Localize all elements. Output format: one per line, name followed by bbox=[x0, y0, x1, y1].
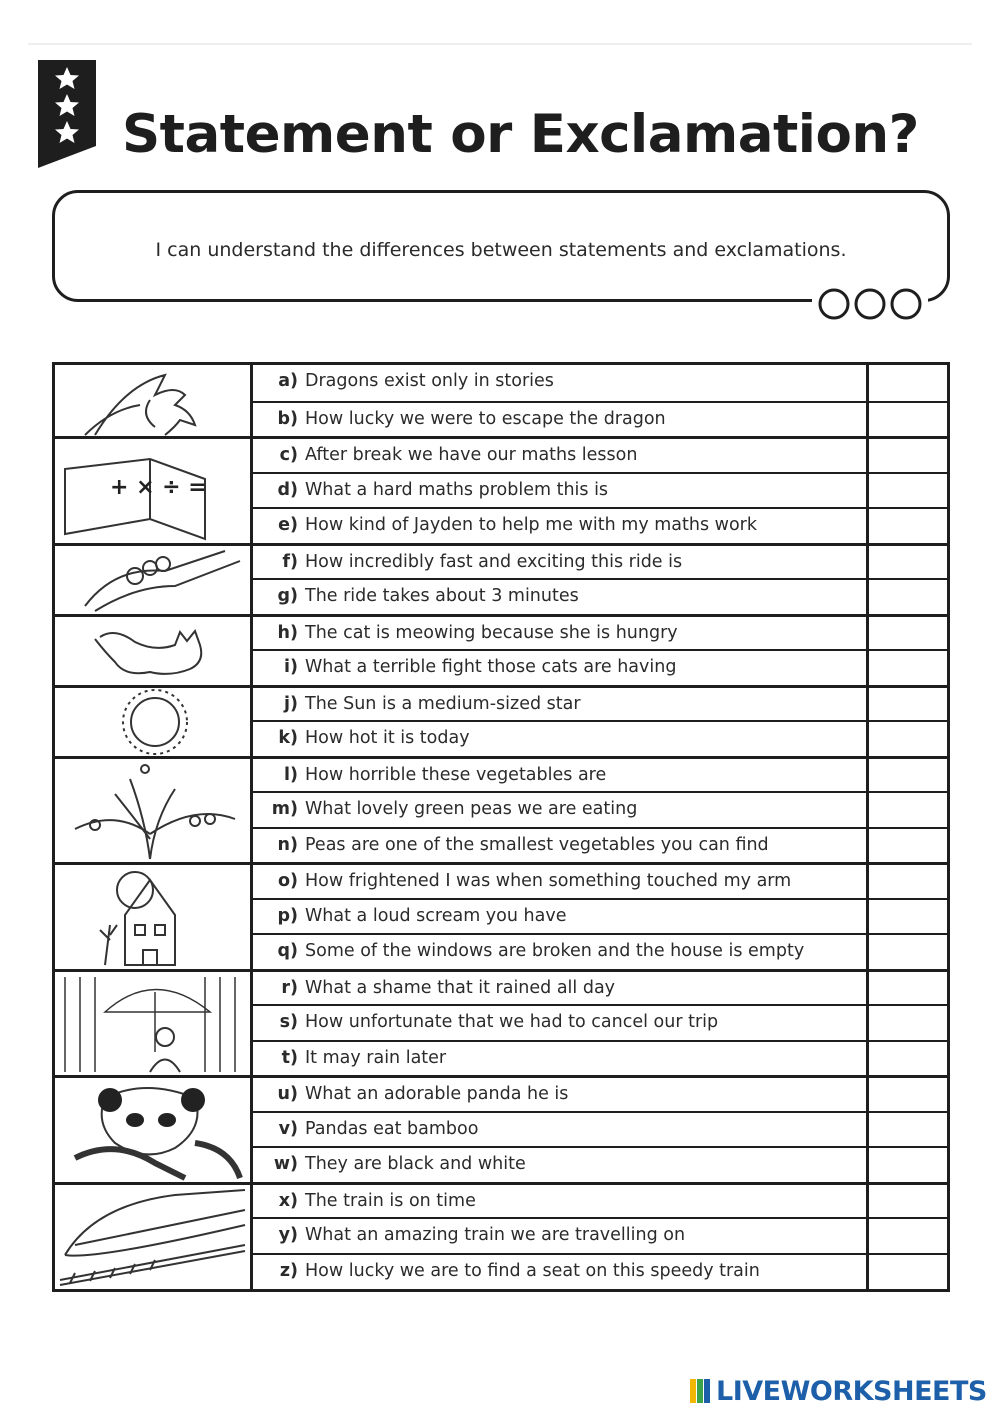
sun-illustration-icon bbox=[55, 688, 250, 759]
sentence-text: The Sun is a medium-sized star bbox=[305, 693, 581, 714]
sentence bbox=[256, 586, 856, 606]
sentence-row bbox=[252, 969, 947, 1008]
sentence-row bbox=[252, 933, 947, 971]
sentence-letter: s) bbox=[279, 1012, 298, 1032]
sentence-letter: q) bbox=[277, 941, 298, 961]
sentence-row bbox=[252, 578, 947, 616]
sentence-letter: a) bbox=[278, 371, 298, 391]
answer-box[interactable] bbox=[868, 580, 948, 616]
sentence-text: What a shame that it rained all day bbox=[305, 977, 616, 998]
sentence-text: The ride takes about 3 minutes bbox=[305, 586, 579, 606]
sentence-row bbox=[252, 685, 947, 724]
sentence-text: How lucky we are to find a seat on this speedy train bbox=[305, 1260, 760, 1281]
answer-box[interactable] bbox=[868, 1006, 948, 1042]
sentence-row bbox=[252, 756, 947, 795]
answer-box[interactable] bbox=[868, 509, 948, 545]
picture-cell bbox=[55, 1075, 252, 1185]
picture-cell bbox=[55, 862, 252, 972]
three-circles-decoration-icon bbox=[812, 286, 928, 322]
picture-cell bbox=[55, 756, 252, 866]
sentence-letter: d) bbox=[277, 479, 298, 500]
answer-box[interactable] bbox=[868, 1255, 948, 1291]
sentence bbox=[256, 1048, 856, 1068]
sentence-row bbox=[252, 862, 947, 901]
picture-cell bbox=[55, 1182, 252, 1292]
sentence-letter: v) bbox=[278, 1118, 298, 1139]
sentence bbox=[256, 409, 856, 429]
sentence-letter: z) bbox=[279, 1260, 298, 1281]
picture-cell bbox=[55, 436, 252, 546]
sentence bbox=[256, 728, 856, 748]
sentence bbox=[256, 1225, 856, 1245]
answer-box[interactable] bbox=[868, 439, 948, 475]
sentence-letter: t) bbox=[281, 1047, 298, 1068]
sentence-row bbox=[252, 898, 947, 936]
answer-box[interactable] bbox=[868, 1042, 948, 1078]
sentence bbox=[256, 1119, 856, 1139]
sentence-letter: g) bbox=[277, 586, 298, 606]
sentence-text: The cat is meowing because she is hungry bbox=[305, 622, 678, 643]
answer-box[interactable] bbox=[868, 865, 948, 901]
train-illustration-icon bbox=[55, 1185, 250, 1292]
svg-text:+ × ÷ =: + × ÷ = bbox=[110, 475, 207, 500]
sentence-text: What a terrible fight those cats are having bbox=[305, 657, 677, 677]
sentence-row bbox=[252, 614, 947, 653]
sentence-text: How unfortunate that we had to cancel our trip bbox=[305, 1012, 719, 1032]
sentence-row bbox=[252, 791, 947, 829]
sentence-row bbox=[252, 1004, 947, 1042]
sentence-text: Dragons exist only in stories bbox=[305, 371, 554, 391]
answer-box[interactable] bbox=[868, 759, 948, 795]
sentence-row bbox=[252, 1075, 947, 1114]
answer-box[interactable] bbox=[868, 1185, 948, 1221]
sentence-letter: n) bbox=[277, 834, 298, 855]
answer-box[interactable] bbox=[868, 365, 948, 401]
sentence-letter: j) bbox=[284, 693, 298, 714]
sentence-row bbox=[252, 1182, 947, 1221]
sentence-text: The train is on time bbox=[305, 1190, 476, 1211]
sentence bbox=[256, 765, 856, 785]
answer-box[interactable] bbox=[868, 972, 948, 1008]
sentence-letter: k) bbox=[278, 728, 298, 748]
picture-cell bbox=[55, 365, 252, 436]
three-stars-badge-icon bbox=[38, 60, 96, 168]
sentence-text: How lucky we were to escape the dragon bbox=[305, 408, 666, 429]
picture-cell bbox=[55, 685, 252, 759]
picture-cell bbox=[55, 614, 252, 688]
liveworksheets-logo-icon bbox=[690, 1377, 712, 1405]
answer-box[interactable] bbox=[868, 1148, 948, 1184]
sentence-letter: u) bbox=[277, 1084, 298, 1104]
sentence bbox=[256, 835, 856, 855]
sentence bbox=[256, 371, 856, 391]
panda-illustration-icon bbox=[55, 1078, 250, 1185]
sentence-row bbox=[252, 1146, 947, 1184]
sentence-letter: f) bbox=[282, 551, 298, 572]
sentence-text: What an amazing train we are travelling on bbox=[305, 1225, 686, 1245]
learning-objective-text: I can understand the differences between statements and exclamations. bbox=[155, 239, 847, 261]
sentence-text: How horrible these vegetables are bbox=[305, 764, 607, 785]
sentence-letter: w) bbox=[273, 1154, 298, 1174]
sentence-row bbox=[252, 720, 947, 758]
sentence bbox=[256, 978, 856, 998]
sentence-row bbox=[252, 1253, 947, 1291]
roller-coaster-illustration-icon bbox=[55, 546, 250, 617]
sentence bbox=[256, 1012, 856, 1032]
sentence bbox=[256, 1084, 856, 1104]
answer-box[interactable] bbox=[868, 1078, 948, 1114]
sentence bbox=[256, 1191, 856, 1211]
sentence-row bbox=[252, 507, 947, 545]
sentence-letter: e) bbox=[278, 515, 298, 535]
sentence-text: What a loud scream you have bbox=[305, 905, 567, 926]
sentence-letter: c) bbox=[279, 445, 298, 465]
answer-box[interactable] bbox=[868, 722, 948, 758]
picture-cell bbox=[55, 543, 252, 617]
answer-box[interactable] bbox=[868, 1219, 948, 1255]
sentence bbox=[256, 906, 856, 926]
sentence-row bbox=[252, 472, 947, 510]
sentence bbox=[256, 445, 856, 465]
sentence bbox=[256, 694, 856, 714]
footer-brand bbox=[690, 1374, 987, 1408]
cat-illustration-icon bbox=[55, 617, 250, 688]
sentence bbox=[256, 515, 856, 535]
sentence-text: How incredibly fast and exciting this ride is bbox=[305, 551, 683, 572]
sentence-text: Some of the windows are broken and the house is empty bbox=[305, 941, 805, 961]
answer-box[interactable] bbox=[868, 1113, 948, 1149]
sentence-row bbox=[252, 436, 947, 475]
sentence-text: What lovely green peas we are eating bbox=[305, 799, 638, 819]
answer-box[interactable] bbox=[868, 403, 948, 439]
sentence-text: After break we have our maths lesson bbox=[305, 445, 638, 465]
sentence-row bbox=[252, 1040, 947, 1078]
sentence bbox=[256, 480, 856, 500]
sentence-row bbox=[252, 649, 947, 687]
answer-box[interactable] bbox=[868, 474, 948, 510]
answer-box[interactable] bbox=[868, 793, 948, 829]
answer-box[interactable] bbox=[868, 900, 948, 936]
sentence-letter: m) bbox=[271, 799, 298, 819]
sentence-letter: h) bbox=[277, 622, 298, 643]
sentence-text: How frightened I was when something touched my arm bbox=[305, 871, 792, 891]
sentence bbox=[256, 941, 856, 961]
sentence-letter: x) bbox=[278, 1190, 298, 1211]
sentence-letter: y) bbox=[278, 1225, 298, 1245]
answer-box[interactable] bbox=[868, 617, 948, 653]
answer-box[interactable] bbox=[868, 935, 948, 971]
sentence-row bbox=[252, 365, 947, 401]
sentence-letter: r) bbox=[281, 977, 298, 998]
dragon-illustration-icon bbox=[55, 365, 250, 436]
page-title: Statement or Exclamation? bbox=[122, 104, 919, 165]
sentence-row bbox=[252, 1111, 947, 1149]
sentence-text: How hot it is today bbox=[305, 728, 470, 748]
sentence-text: What an adorable panda he is bbox=[305, 1084, 569, 1104]
sentence bbox=[256, 623, 856, 643]
worksheet-table bbox=[52, 362, 950, 1292]
sentence bbox=[256, 799, 856, 819]
sentence-text: Peas are one of the smallest vegetables you can find bbox=[305, 834, 769, 855]
top-divider bbox=[28, 43, 972, 45]
sentence-letter: o) bbox=[277, 871, 298, 891]
sentence bbox=[256, 552, 856, 572]
picture-cell bbox=[55, 969, 252, 1079]
peas-illustration-icon bbox=[55, 759, 250, 866]
sentence bbox=[256, 657, 856, 677]
rain-umbrella-illustration-icon bbox=[55, 972, 250, 1079]
sentence-letter: b) bbox=[277, 408, 298, 429]
maths-book-illustration-icon bbox=[55, 439, 250, 546]
sentence-letter: p) bbox=[277, 905, 298, 926]
sentence-row bbox=[252, 543, 947, 582]
sentence bbox=[256, 1261, 856, 1281]
sentence-row bbox=[252, 1217, 947, 1255]
answer-box[interactable] bbox=[868, 688, 948, 724]
sentence-text: They are black and white bbox=[305, 1154, 526, 1174]
sentence bbox=[256, 871, 856, 891]
footer-brand-text: LIVEWORKSHEETS bbox=[716, 1375, 987, 1407]
answer-box[interactable] bbox=[868, 651, 948, 687]
answer-box[interactable] bbox=[868, 829, 948, 865]
sentence-letter: l) bbox=[284, 764, 298, 785]
sentence-text: What a hard maths problem this is bbox=[305, 479, 609, 500]
sentence-text: It may rain later bbox=[305, 1047, 447, 1068]
answer-box[interactable] bbox=[868, 546, 948, 582]
sentence-row bbox=[252, 827, 947, 865]
sentence-text: Pandas eat bamboo bbox=[305, 1118, 479, 1139]
sentence-text: How kind of Jayden to help me with my maths work bbox=[305, 515, 758, 535]
sentence-row bbox=[252, 401, 947, 439]
haunted-house-illustration-icon bbox=[55, 865, 250, 972]
sentence bbox=[256, 1154, 856, 1174]
sentence-letter: i) bbox=[284, 657, 298, 677]
